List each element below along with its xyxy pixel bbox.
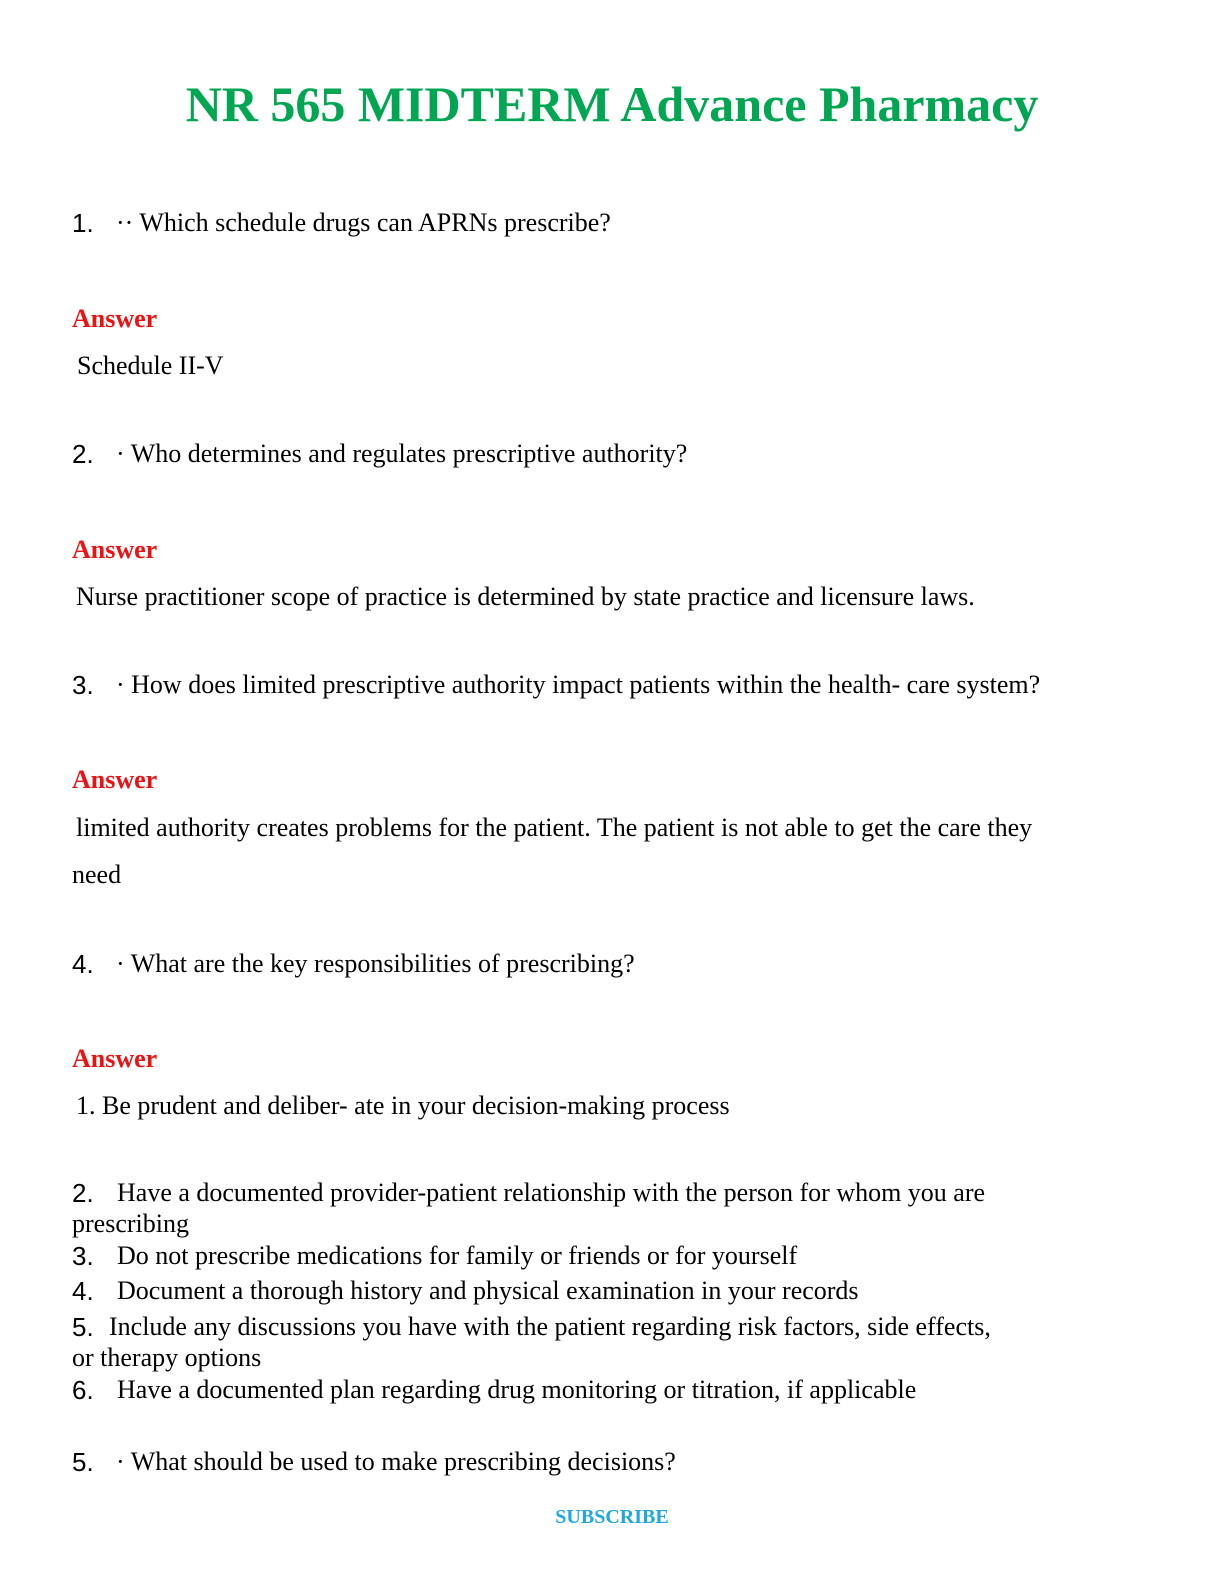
list-item-text: prescribing [72, 1209, 189, 1238]
answer-label: Answer [72, 535, 158, 564]
question-text: · What should be used to make prescribing decisions? [116, 1447, 676, 1476]
list-item-text: or therapy options [72, 1343, 262, 1372]
question-text: · How does limited prescriptive authority impact patients within the health- care system? [116, 670, 1041, 699]
answer-label: Answer [72, 304, 158, 333]
answer-label: Answer [72, 765, 158, 794]
answer-text: 1. Be prudent and deliber- ate in your decision-making process [76, 1091, 730, 1120]
question-number: 2. [72, 439, 94, 469]
subscribe-link[interactable]: SUBSCRIBE [555, 1506, 669, 1528]
question-number: 3. [72, 670, 94, 700]
list-item-number: 2. [72, 1178, 94, 1208]
question-text: ·· Which schedule drugs can APRNs prescribe? [116, 208, 611, 237]
answer-text: Schedule II-V [77, 351, 224, 380]
question-number: 4. [72, 949, 94, 979]
page-title: NR 565 MIDTERM Advance Pharmacy [185, 76, 1039, 132]
list-item-text: Have a documented plan regarding drug monitoring or titration, if applicable [117, 1375, 917, 1404]
list-item-number: 3. [72, 1241, 94, 1271]
list-item-text: Have a documented provider-patient relationship with the person for whom you are [117, 1178, 986, 1207]
answer-text: need [72, 860, 122, 889]
answer-text: limited authority creates problems for the patient. The patient is not able to get the care they [76, 813, 1033, 842]
list-item-number: 6. [72, 1375, 94, 1405]
question-number: 5. [72, 1447, 94, 1477]
question-text: · What are the key responsibilities of prescribing? [116, 949, 635, 978]
list-item-number: 4. [72, 1276, 94, 1306]
answer-text: Nurse practitioner scope of practice is determined by state practice and licensure laws. [76, 582, 975, 611]
list-item-text: Include any discussions you have with the patient regarding risk factors, side effects, [109, 1312, 991, 1341]
answer-label: Answer [72, 1044, 158, 1073]
question-number: 1. [72, 208, 94, 238]
question-text: · Who determines and regulates prescriptive authority? [116, 439, 688, 468]
list-item-number: 5. [72, 1312, 94, 1342]
list-item-text: Do not prescribe medications for family or friends or for yourself [117, 1241, 798, 1270]
list-item-text: Document a thorough history and physical examination in your records [117, 1276, 859, 1305]
